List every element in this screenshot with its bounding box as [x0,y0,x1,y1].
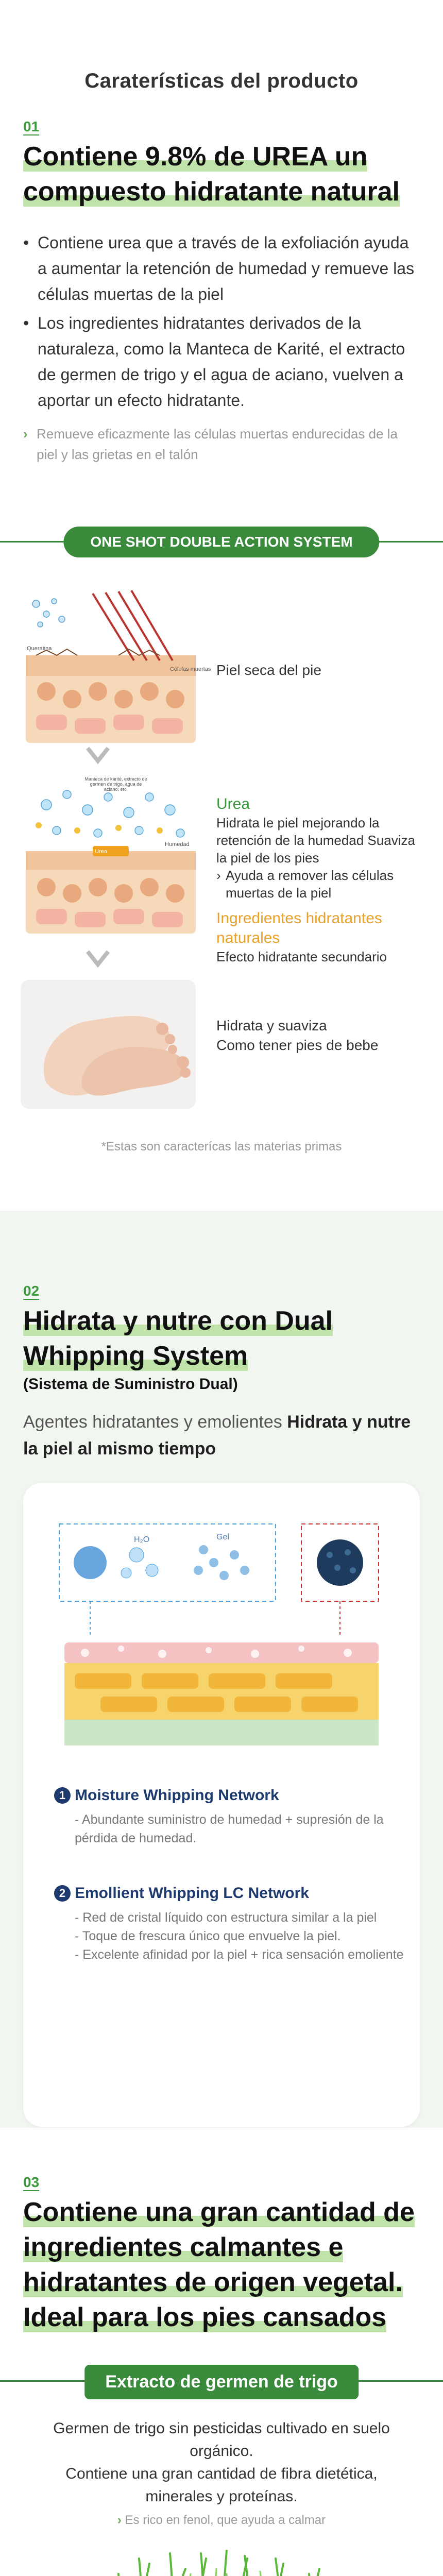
whipping-item-title [54,1787,420,1804]
desc-line: minerales y proteínas. [145,2488,298,2505]
desc-line: Germen de trigo sin pesticidas cultivado en suelo orgánico. [53,2420,390,2460]
whipping-item-title-text: Emollient Whipping LC Network [75,1885,309,1902]
wheatgrass-image [67,2543,376,2576]
band-label: ONE SHOT DOUBLE ACTION SYSTEM [63,527,379,557]
page-title: Caraterísticas del producto [84,70,359,92]
urea-title: Urea [216,795,250,812]
section-dual-whipping [0,1211,443,2128]
mech-row-dry [15,583,428,753]
whipping-item-line: - Toque de frescura único que envuelve la piel. [75,1929,341,1943]
illus-label: Gel [216,1533,229,1541]
mech-row-soft [15,980,428,1114]
urea-line: la piel de los pies [216,850,319,866]
section-subtitle: (Sistema de Suministro Dual) [23,1376,238,1393]
wheatgrass-photo [67,2543,376,2576]
dry-skin-label: Piel seca del pie [216,662,321,678]
title-line: Whipping System [23,1341,248,1371]
arrow-down-icon [82,740,113,771]
number-badge: 1 [54,1787,71,1804]
whipping-card [23,1483,420,2127]
section-title [23,2195,420,2335]
ingredient-desc [26,2417,417,2508]
arrow-down-icon [82,944,113,975]
ingredient-note-text: Es rico en fenol, que ayuda a calmar [125,2513,326,2527]
whipping-illustration [49,1514,394,1761]
whipping-item-1 [54,1787,420,1848]
title-line: Contiene una gran cantidad de [23,2197,415,2227]
title-line: hidratantes de origen vegetal. [23,2267,403,2297]
section-number: 03 [23,2174,40,2190]
ingredient-label: Extracto de germen de trigo [84,2365,359,2399]
urea-line: Hidrata le piel mejorando la [216,815,380,831]
art-label: Células muertas [170,666,211,672]
section-number: 01 [23,118,40,134]
section-lead [23,1409,420,1462]
soft-feet-text [216,1016,378,1055]
chevron-right-icon: › [23,426,28,442]
ingredient-band-wheat [0,2361,443,2402]
section-title [23,1303,420,1374]
art-label: Manteca de karité, extracto de germen de trigo, agua de aciano, etc. [84,776,147,792]
lead-bold: Hidrata y nutre la piel al mismo tiempo [23,1412,411,1459]
illus-label: H₂O [134,1535,150,1544]
natural-line: Efecto hidratante secundario [216,949,387,964]
action-system-band [0,511,443,573]
section-title [23,139,420,209]
urea-sub [216,867,428,902]
urea-sub-text: Ayuda a remover las células muertas de la piel [226,868,394,901]
title-line: compuesto hidratante natural [23,177,400,207]
title-line: Ideal para los pies cansados [23,2302,387,2332]
whipping-item-2 [54,1885,404,1964]
natural-title: Ingredientes hidratantes naturales [216,910,382,946]
footnote: *Estas son caracterícas las materias primas [101,1140,342,1154]
feature-list [23,230,420,413]
feature-bullet: • Los ingredientes hidratantes derivados de la naturaleza, como la Manteca de Karité, el extracto de germen de trigo y el agua de aciano, vuelven a aportar un efecto hidratante. [23,310,420,413]
desc-line: Contiene una gran cantidad de fibra dietética, [65,2465,378,2482]
soft-line: Como tener pies de bebe [216,1037,379,1053]
title-line: Hidrata y nutre con Dual [23,1306,333,1336]
chevron-right-icon: › [216,868,221,883]
urea-action-illustration [15,774,211,939]
dry-skin-illustration [15,583,211,748]
mechanism-diagram [0,573,443,1165]
urea-line: retención de la humedad Suaviza [216,833,415,848]
art-label: Urea [95,849,107,855]
title-line: ingredientes calmantes e [23,2232,344,2262]
whipping-item-line: - Excelente afinidad por la piel + rica sensación emoliente [75,1947,404,1962]
feature-note [23,423,420,465]
art-label: Queratina [27,646,52,652]
lead-text: Agentes hidratantes y emolientes [23,1412,282,1432]
mech-row-urea [15,774,428,964]
feature-note-text: Remueve eficazmente las células muertas endurecidas de la piel y las grietas en el talón [37,426,398,462]
whipping-item-line: - Red de cristal líquido con estructura similar a la piel [75,1910,377,1925]
title-line: Contiene 9.8% de UREA un [23,142,368,172]
whipping-item-title-text: Moisture Whipping Network [75,1787,279,1804]
section-number: 02 [23,1283,40,1299]
art-label: Humedad [165,841,190,848]
number-badge: 2 [54,1885,71,1902]
ingredient-note [0,2513,443,2528]
chevron-right-icon: › [117,2513,125,2527]
urea-description [216,794,428,965]
soft-line: Hidrata y suaviza [216,1018,327,1033]
whipping-item-title [54,1885,404,1902]
section-urea [0,118,443,1211]
soft-feet-illustration [15,980,211,1109]
section-plant-ingredients [0,2128,443,2576]
feature-bullet: • Contiene urea que a través de la exfoliación ayuda a aumentar la retención de humedad y remueve las células muertas de la piel [23,230,420,307]
whipping-item-line: - Abundante suministro de humedad + supresión de la pérdida de humedad. [75,1812,384,1845]
